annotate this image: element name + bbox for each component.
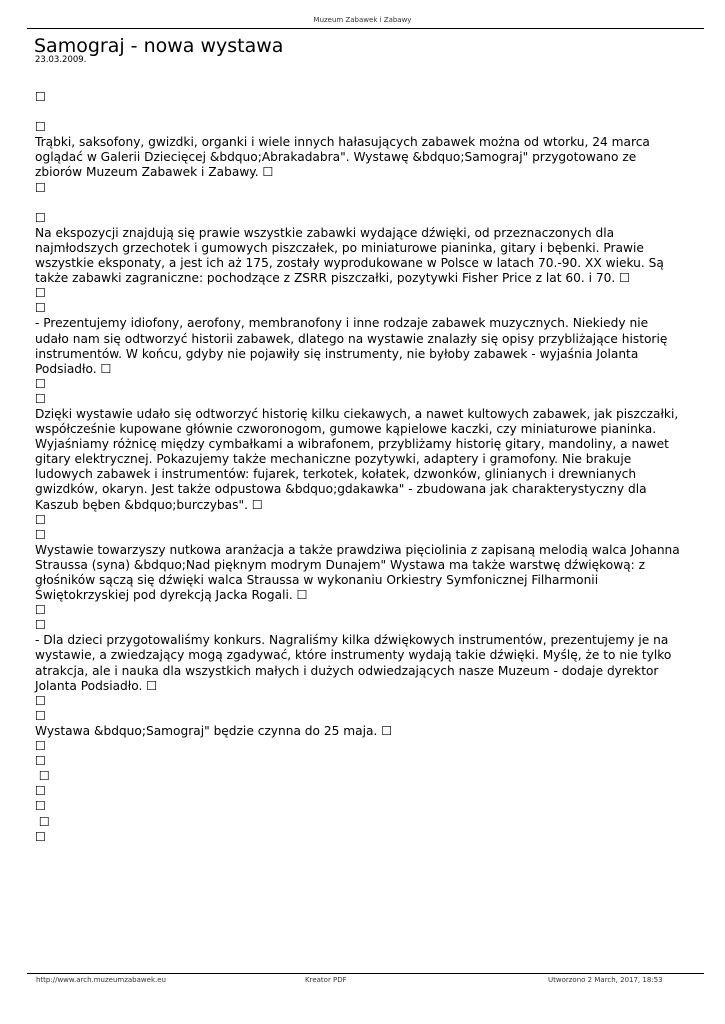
body-line: najmłodszych grzechotek i gumowych piszczałek, po miniaturowe pianinka, gitary i bębenki. Prawie [35,240,644,255]
body-line: Świętokrzyskiej pod dyrekcją Jacka Rogali. ☐ [35,588,308,603]
body-line: ☐ [35,829,46,844]
body-line: ☐ [35,739,46,754]
body-line: ☐ [35,391,46,406]
body-line: zbiorów Muzeum Zabawek i Zabawy. ☐ [35,165,274,180]
body-line: ☐ [35,603,46,618]
body-line: współcześnie kupowane głównie czworonogom, gumowe kąpielowe kaczki, czy miniaturowe pianinka. [35,422,657,437]
body-line [35,105,695,120]
body-line: atrakcja, ale i nauka dla wszystkich małych i dużych odwiedzających nasze Muzeum - dodaje dyrektor [35,663,659,678]
body-line: także zabawki zagraniczne: pochodzące z ZSRR piszczałki, pozytywki Fisher Price z lat 60. i 70. ☐ [35,271,631,286]
footer-created: Utworzono 2 March, 2017, 18:53 [548,976,663,984]
body-line: ☐ [35,301,46,316]
body-line: ☐ [35,180,46,195]
article-body [35,90,695,845]
site-title: Muzeum Zabawek i Zabawy [313,16,412,24]
body-line: ☐ [35,120,46,135]
body-line: ☐ [35,527,46,542]
body-line: Kaszub bęben &bdquo;burczybas". ☐ [35,497,263,512]
body-line: Dzięki wystawie udało się odtworzyć historię kilku ciekawych, a nawet kultowych zabawek, jak piszczałki, [35,406,679,421]
body-line: instrumentów. W końcu, gdyby nie pojawiły się instrumenty, nie byłoby zabawek - wyjaśnia Jolanta [35,346,639,361]
body-line: wystawie, a zwiedzający mogą zgadywać, które instrumenty wydają takie dźwięki. Myślę, że to nie tylko [35,648,672,663]
body-line: ludowych zabawek i instrumentów: fujarek, terkotek, kołatek, dzwonków, glinianych i drewnianych [35,467,637,482]
body-line: oglądać w Galerii Dziecięcej &bdquo;Abrakadabra". Wystawę &bdquo;Samograj" przygotowano ze [35,150,637,165]
body-line: gitary elektrycznej. Pokazujemy także mechaniczne pozytywki, adaptery i gramofony. Nie brakuje [35,452,632,467]
body-line: gwizdków, okaryn. Jest także odpustowa &bdquo;gdakawka" - zbudowana jak charakterystyczny dla [35,482,647,497]
body-line: Straussa (syna) &bdquo;Nad pięknym modrym Dunajem" Wystawa ma także warstwę dźwiękową: z [35,557,646,572]
body-line: ☐ [35,784,46,799]
header-divider [27,28,704,29]
body-line: - Dla dzieci przygotowaliśmy konkurs. Nagraliśmy kilka dźwiękowych instrumentów, prezentujemy je na [35,633,669,648]
footer-divider [27,973,704,974]
body-line: ☐ [35,618,46,633]
body-line: Na ekspozycji znajdują się prawie wszystkie zabawki wydające dźwięki, od przeznaczonych dla [35,225,615,240]
body-line: Wystawa &bdquo;Samograj" będzie czynna do 25 maja. ☐ [35,723,393,738]
body-line: - Prezentujemy idiofony, aerofony, membranofony i inne rodzaje zabawek muzycznych. Niekiedy nie [35,316,649,331]
body-line: ☐ [35,286,46,301]
body-line: ☐ [35,376,46,391]
body-line: ☐ [35,693,46,708]
body-line: ☐ [35,512,46,527]
body-line: wszystkie eksponaty, a jest ich aż 175, zostały wyprodukowane w Polsce w latach 70.-90. XX wieku. Są [35,256,664,271]
body-line: Trąbki, saksofony, gwizdki, organki i wiele innych hałasujących zabawek można od wtorku, 24 marca [35,135,650,150]
body-line: ☐ [35,90,46,104]
article-title: Samograj - nowa wystawa [34,35,284,57]
body-line: ☐ [35,210,46,225]
body-line: Podsiadło. ☐ [35,361,112,376]
article-date: 23.03.2009. [35,55,87,65]
body-line: ☐ [35,799,46,814]
body-line: głośników sączą się dźwięki walca Straussa w wykonaniu Orkiestry Symfonicznej Filharmonii [35,573,599,587]
body-line: Wyjaśniamy różnicę między cymbałkami a wibrafonem, przybliżamy historię gitary, mandoliny, a nawet [35,437,669,452]
page-header [0,16,725,25]
body-line: udało nam się odtworzyć historii zabawek, dlatego na wystawie znalazły się opisy przybliżające historię [35,331,668,346]
body-line: ☐ [35,814,50,829]
body-line: ☐ [35,708,46,723]
footer-generator: Kreator PDF [305,976,347,984]
body-line [35,196,695,211]
body-line: Wystawie towarzyszy nutkowa aranżacja a także prawdziwa pięciolinia z zapisaną melodią walca Johanna [35,542,680,557]
body-line: ☐ [35,769,50,784]
body-line: ☐ [35,754,46,769]
footer-url[interactable]: http://www.arch.muzeumzabawek.eu [36,976,166,984]
body-line: Jolanta Podsiadło. ☐ [35,678,158,693]
